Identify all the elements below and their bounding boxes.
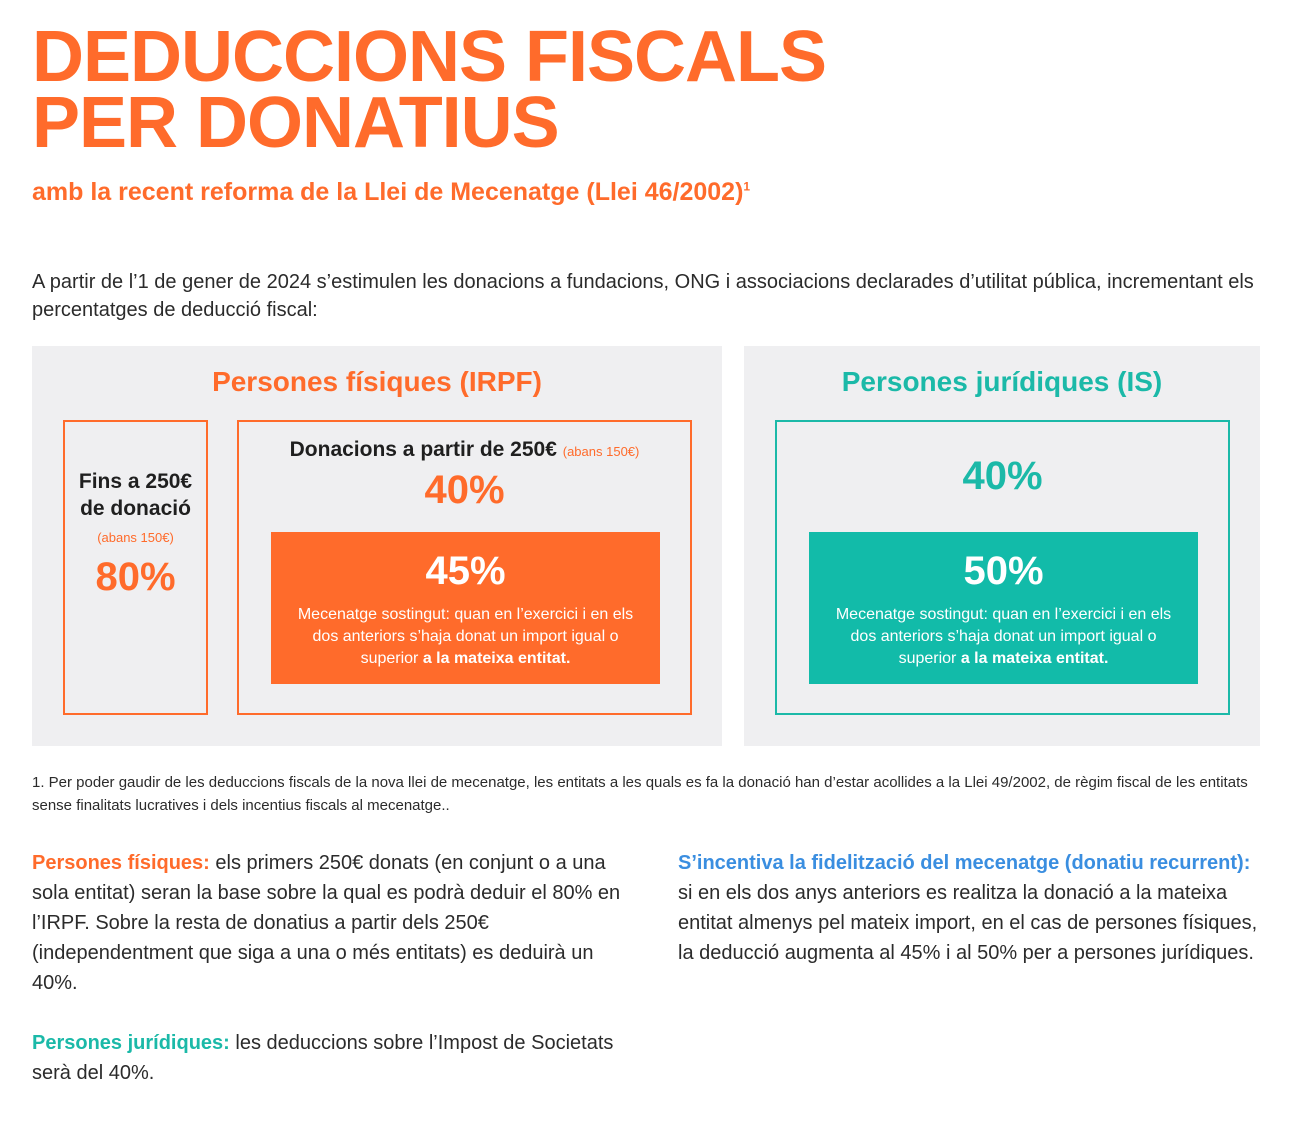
fisiques-label: Persones físiques: xyxy=(32,852,210,874)
footnote: 1. Per poder gaudir de les deduccions fiscals de la nova llei de mecenatge, les entitats a les quals es fa la donació han d’estar acollides a la Llei 49/2002, de règim fiscal de les entitats sense finalitats lucratives i dels incentius fiscals al mecenatge.. xyxy=(32,774,1248,814)
left-column xyxy=(32,848,622,1088)
irpf-mecenatge-desc: Mecenatge sostingut: quan en l’exercici i en els dos anteriors s’haja donat un import igual o superior xyxy=(297,606,634,667)
juridiques-paragraph xyxy=(32,1028,622,1088)
irpf-mecenatge-percent: 45% xyxy=(425,549,506,593)
title-line-2: PER DONATIUS xyxy=(32,83,559,163)
donacions-250-percent: 40% xyxy=(424,468,505,512)
irpf-panel-title: Persones físiques (IRPF) xyxy=(212,366,542,397)
is-percent: 40% xyxy=(962,454,1043,498)
is-mecenatge-desc-bold: a la mateixa entitat. xyxy=(960,650,1109,667)
irpf-mecenatge-text xyxy=(283,604,648,670)
irpf-mecenatge-highlight xyxy=(271,532,660,684)
subtitle-footnote-mark: 1 xyxy=(743,179,751,194)
donacions-250-heading xyxy=(239,438,690,462)
is-panel xyxy=(744,346,1260,746)
subtitle-text: amb la recent reforma de la Llei de Mecenatge (Llei 46/2002) xyxy=(32,178,744,206)
is-mecenatge-percent: 50% xyxy=(963,549,1044,593)
page-title xyxy=(32,17,827,163)
title-line-1: DEDUCCIONS FISCALS xyxy=(32,17,827,97)
donacions-250-box xyxy=(237,420,692,715)
intro-paragraph: A partir de l’1 de gener de 2024 s’estimulen les donacions a fundacions, ONG i associacions declarades d’utilitat pública, incrementant els percentatges de deducció fiscal: xyxy=(32,271,1254,321)
is-panel-title: Persones jurídiques (IS) xyxy=(841,366,1163,397)
donacions-250-abans: (abans 150€) xyxy=(562,444,640,459)
right-column xyxy=(678,848,1268,968)
page-subtitle xyxy=(32,178,750,207)
fisiques-paragraph xyxy=(32,848,622,998)
is-mecenatge-desc: Mecenatge sostingut: quan en l’exercici i en els dos anteriors s’haja donat un import igual o superior xyxy=(835,606,1172,667)
is-box xyxy=(775,420,1230,715)
fidelitzacio-paragraph xyxy=(678,848,1268,968)
is-mecenatge-highlight xyxy=(809,532,1198,684)
juridiques-text: les deduccions sobre l’Impost de Societats serà del 40%. xyxy=(32,1032,614,1084)
fins-250-label: Fins a 250€ de donació xyxy=(78,470,193,520)
is-mecenatge-text xyxy=(821,604,1186,670)
irpf-panel xyxy=(32,346,722,746)
irpf-mecenatge-desc-bold: a la mateixa entitat. xyxy=(422,650,571,667)
fidelitzacio-label: S’incentiva la fidelització del mecenatge (donatiu recurrent): xyxy=(678,852,1251,874)
donacions-250-label: Donacions a partir de 250€ xyxy=(289,438,557,461)
fisiques-text: els primers 250€ donats (en conjunt o a una sola entitat) seran la base sobre la qual es podrà deduir el 80% en l’IRPF. Sobre la resta de donatius a partir dels 250€ (independentment que siga a una o més entitats) es deduirà un 40%. xyxy=(32,852,621,994)
fins-250-box xyxy=(63,420,208,715)
fidelitzacio-text: si en els dos anys anteriors es realitza la donació a la mateixa entitat almenys pel mateix import, en el cas de persones físiques, la deducció augmenta al 45% i al 50% per a persones jurídiques. xyxy=(678,882,1258,964)
fins-250-abans: (abans 150€) xyxy=(97,530,174,545)
juridiques-label: Persones jurídiques: xyxy=(32,1032,230,1054)
fins-250-percent: 80% xyxy=(95,555,176,599)
